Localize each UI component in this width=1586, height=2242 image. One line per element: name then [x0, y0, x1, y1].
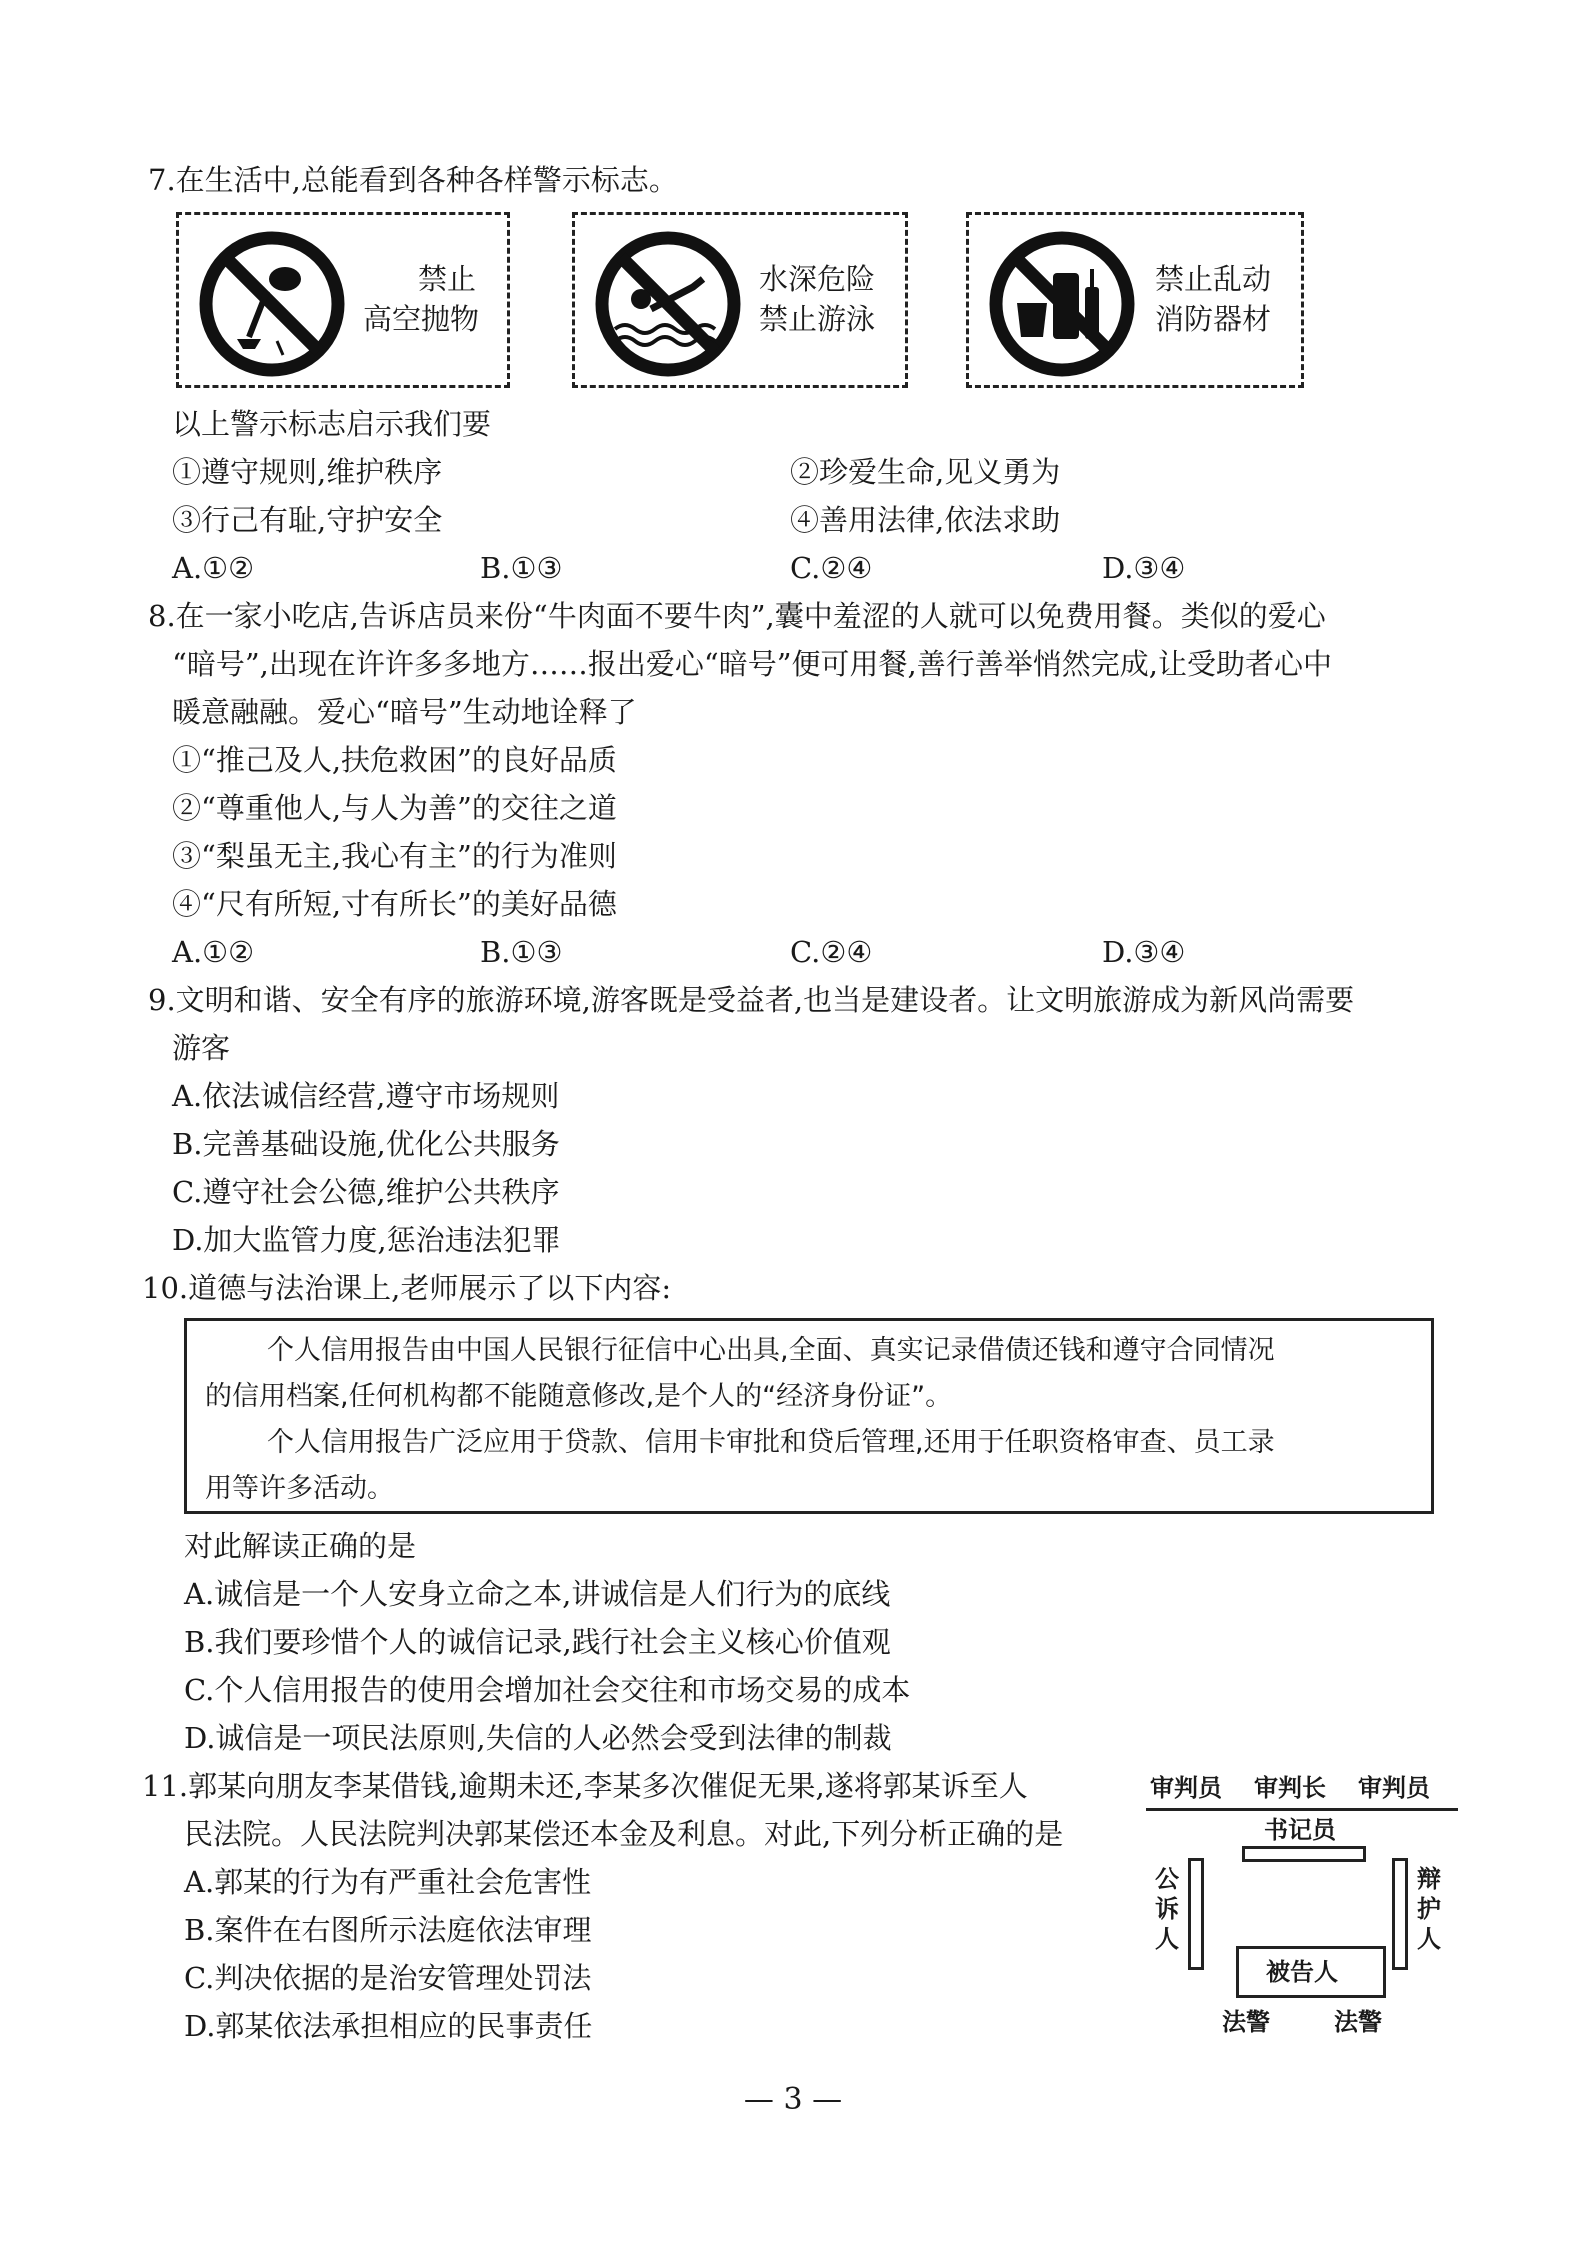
- q9-option-c: C.遵守社会公德,维护公共秩序: [172, 1175, 560, 1209]
- q10-prompt: 对此解读正确的是: [184, 1529, 417, 1563]
- sign-2-line1: 水深危险: [759, 262, 876, 296]
- q9-option-d: D.加大监管力度,惩治违法犯罪: [172, 1223, 561, 1257]
- sign-no-throwing: [176, 212, 510, 388]
- q11-option-b: B.案件在右图所示法庭依法审理: [184, 1913, 592, 1947]
- q10-option-b: B.我们要珍惜个人的诚信记录,践行社会主义核心价值观: [184, 1625, 891, 1659]
- sign-1-line2: 高空抛物: [363, 302, 480, 336]
- sign-1-line1: 禁止: [417, 262, 476, 296]
- q9-line-1: 9.文明和谐、安全有序的旅游环境,游客既是受益者,也当是建设者。让文明旅游成为新风尚需要: [148, 983, 1355, 1017]
- q10-option-c: C.个人信用报告的使用会增加社会交往和市场交易的成本: [184, 1673, 911, 1707]
- clerk-desk: [1242, 1846, 1366, 1862]
- q8-item-4: ④“尺有所短,寸有所长”的美好品德: [172, 887, 617, 921]
- chief-judge-label: 审判长: [1254, 1774, 1326, 1802]
- prosecutor-label: [1154, 1864, 1180, 1954]
- defender-label: [1416, 1864, 1442, 1954]
- q9-option-a: A.依法诚信经营,遵守市场规则: [172, 1079, 560, 1113]
- q8-item-3: ③“梨虽无主,我心有主”的行为准则: [172, 839, 617, 873]
- q8-line-1: 8.在一家小吃店,告诉店员来份“牛肉面不要牛肉”,囊中羞涩的人就可以免费用餐。类似的爱心: [148, 599, 1326, 633]
- courtroom-diagram: [1150, 1760, 1460, 2060]
- q9-option-b: B.完善基础设施,优化公共服务: [172, 1127, 560, 1161]
- page-number: — 3 —: [743, 2082, 843, 2117]
- box-line-1: 个人信用报告由中国人民银行征信中心出具,全面、真实记录借债还钱和遵守合同情况: [267, 1335, 1275, 1366]
- q8-line-3: 暖意融融。爱心“暗号”生动地诠释了: [172, 695, 637, 729]
- q8-option-c: C.②④: [790, 935, 873, 969]
- q10-option-d: D.诚信是一项民法原则,失信的人必然会受到法律的制裁: [184, 1721, 892, 1755]
- q7-item-1: ①遵守规则,维护秩序: [172, 455, 443, 489]
- clerk-label: 书记员: [1264, 1816, 1336, 1844]
- sign-no-touching-fire-equipment: [966, 212, 1304, 388]
- no-touching-fire-equipment-icon: [987, 229, 1137, 379]
- defender-text: 辩护人: [1417, 1865, 1441, 1953]
- q11-line-1: 11.郭某向朋友李某借钱,逾期未还,李某多次催促无果,遂将郭某诉至人: [142, 1769, 1028, 1803]
- box-line-2: 的信用档案,任何机构都不能随意修改,是个人的“经济身份证”。: [205, 1381, 953, 1412]
- sign-3-line1: 禁止乱动: [1155, 262, 1272, 296]
- q10-stem: 10.道德与法治课上,老师展示了以下内容:: [142, 1271, 672, 1305]
- q11-option-a: A.郭某的行为有严重社会危害性: [184, 1865, 592, 1899]
- sign-2-line2: 禁止游泳: [759, 302, 876, 336]
- judge-left-label: 审判员: [1150, 1774, 1222, 1802]
- box-line-3: 个人信用报告广泛应用于贷款、信用卡审批和贷后管理,还用于任职资格审查、员工录: [267, 1427, 1275, 1458]
- credit-report-box: [184, 1318, 1434, 1514]
- defendant-label: 被告人: [1266, 1958, 1338, 1986]
- q8-option-a: A.①②: [172, 935, 255, 969]
- judge-right-label: 审判员: [1358, 1774, 1430, 1802]
- q7-option-c: C.②④: [790, 551, 873, 585]
- q8-item-2: ②“尊重他人,与人为善”的交往之道: [172, 791, 617, 825]
- q10-option-a: A.诚信是一个人安身立命之本,讲诚信是人们行为的底线: [184, 1577, 891, 1611]
- q11-line-2: 民法院。人民法院判决郭某偿还本金及利息。对此,下列分析正确的是: [184, 1817, 1064, 1851]
- bench-line: [1146, 1808, 1458, 1811]
- q7-prompt: 以上警示标志启示我们要: [172, 407, 492, 441]
- q7-option-d: D.③④: [1102, 551, 1186, 585]
- prosecutor-desk: [1188, 1858, 1204, 1970]
- no-swimming-icon: [593, 229, 743, 379]
- q11-option-c: C.判决依据的是治安管理处罚法: [184, 1961, 592, 1995]
- q8-option-d: D.③④: [1102, 935, 1186, 969]
- q7-item-4: ④善用法律,依法求助: [790, 503, 1061, 537]
- q8-item-1: ①“推己及人,扶危救困”的良好品质: [172, 743, 617, 777]
- police-left-label: 法警: [1222, 2008, 1270, 2036]
- q7-stem: 7.在生活中,总能看到各种各样警示标志。: [148, 163, 678, 197]
- no-throwing-icon: [197, 229, 347, 379]
- police-right-label: 法警: [1334, 2008, 1382, 2036]
- q9-line-2: 游客: [172, 1031, 231, 1065]
- q8-line-2: “暗号”,出现在许许多多地方……报出爱心“暗号”便可用餐,善行善举悄然完成,让受助者心中: [172, 647, 1332, 681]
- q11-option-d: D.郭某依法承担相应的民事责任: [184, 2009, 593, 2043]
- q7-item-3: ③行己有耻,守护安全: [172, 503, 443, 537]
- sign-no-swimming: [572, 212, 908, 388]
- prosecutor-text: 公诉人: [1155, 1865, 1179, 1953]
- q7-item-2: ②珍爱生命,见义勇为: [790, 455, 1061, 489]
- defender-desk: [1392, 1858, 1408, 1970]
- q7-option-b: B.①③: [480, 551, 563, 585]
- q7-option-a: A.①②: [172, 551, 255, 585]
- sign-3-line2: 消防器材: [1155, 302, 1272, 336]
- box-line-4: 用等许多活动。: [205, 1473, 394, 1504]
- q8-option-b: B.①③: [480, 935, 563, 969]
